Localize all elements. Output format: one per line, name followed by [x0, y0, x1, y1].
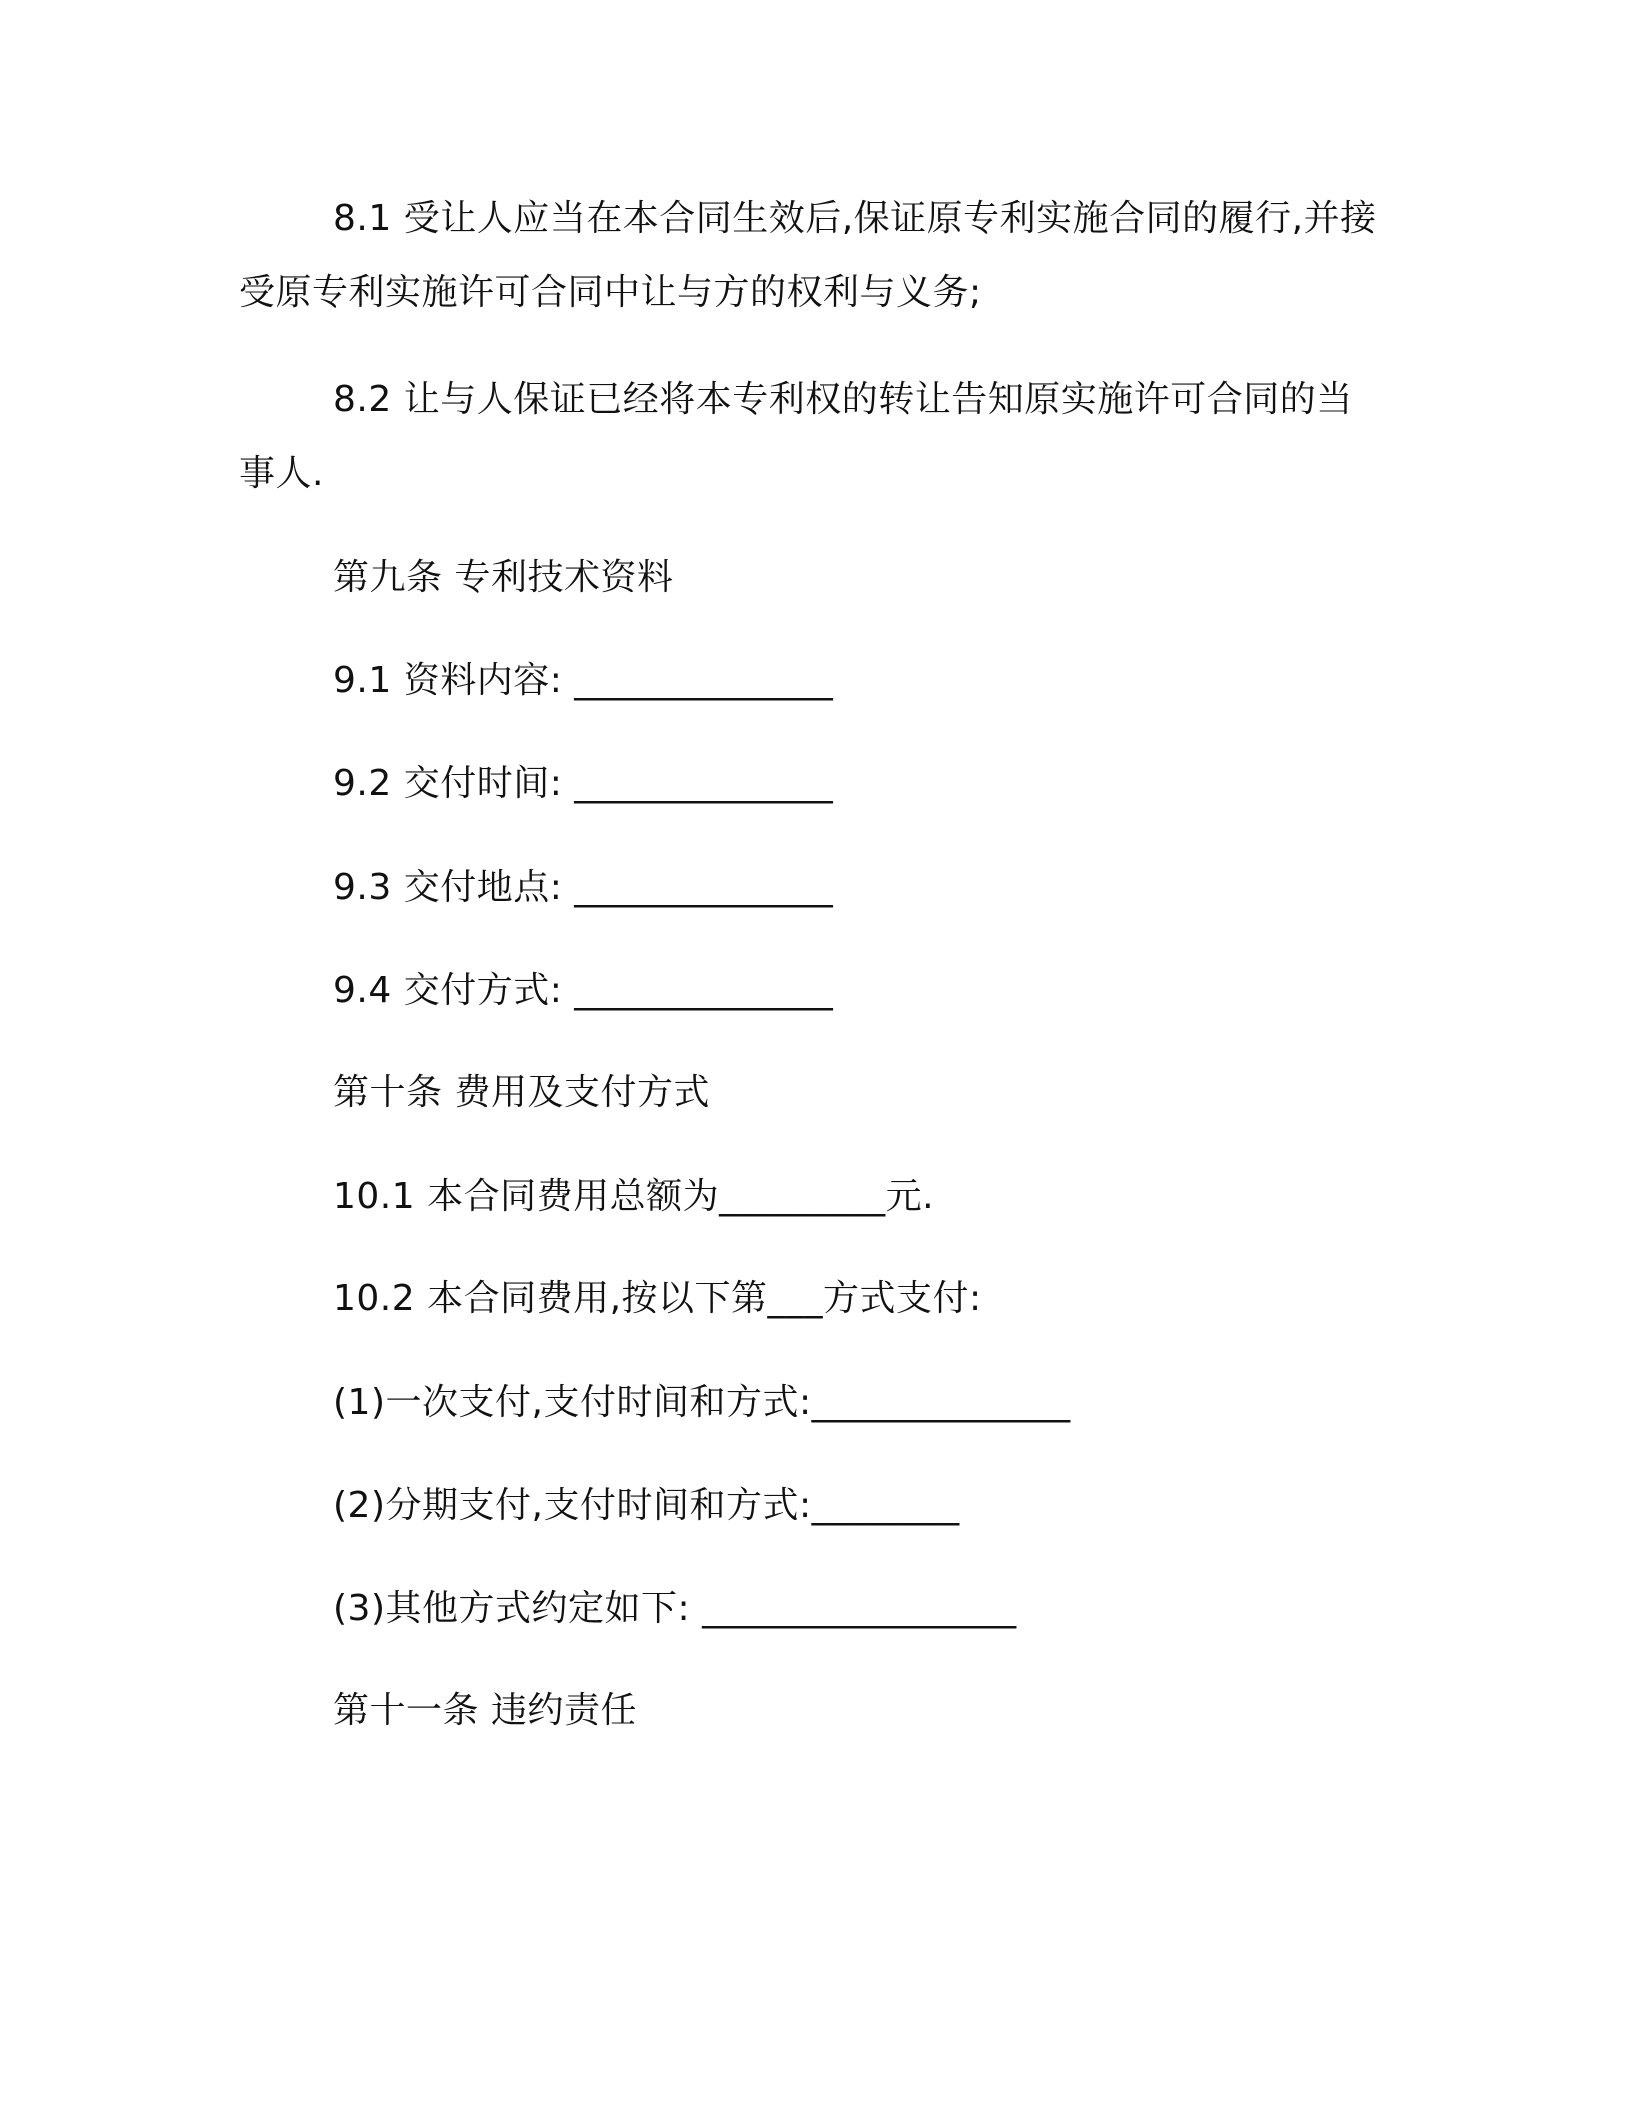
payment-option-3: (3)其他方式约定如下: _________________ [333, 1588, 1017, 1629]
clause-8-2-line-1: 8.2 让与人保证已经将本专利权的转让告知原实施许可合同的当 [333, 379, 1353, 420]
clause-9-1: 9.1 资料内容: ______________ [333, 660, 834, 701]
clause-9-2: 9.2 交付时间: ______________ [333, 763, 834, 804]
article-11-heading: 第十一条 违约责任 [333, 1690, 637, 1731]
clause-9-3: 9.3 交付地点: ______________ [333, 867, 834, 908]
article-9-heading: 第九条 专利技术资料 [333, 557, 674, 598]
clause-9-4: 9.4 交付方式: ______________ [333, 970, 834, 1011]
payment-option-1: (1)一次支付,支付时间和方式:______________ [333, 1382, 1071, 1423]
clause-8-1-line-1: 8.1 受让人应当在本合同生效后,保证原专利实施合同的履行,并接 [333, 198, 1377, 239]
clause-8-1-line-2: 受原专利实施许可合同中让与方的权利与义务; [239, 272, 982, 313]
payment-option-2: (2)分期支付,支付时间和方式:________ [333, 1485, 960, 1526]
article-10-heading: 第十条 费用及支付方式 [333, 1072, 710, 1113]
clause-8-2-line-2: 事人. [239, 453, 324, 494]
clause-10-2: 10.2 本合同费用,按以下第___方式支付: [333, 1278, 982, 1319]
clause-10-1: 10.1 本合同费用总额为_________元. [333, 1176, 935, 1217]
